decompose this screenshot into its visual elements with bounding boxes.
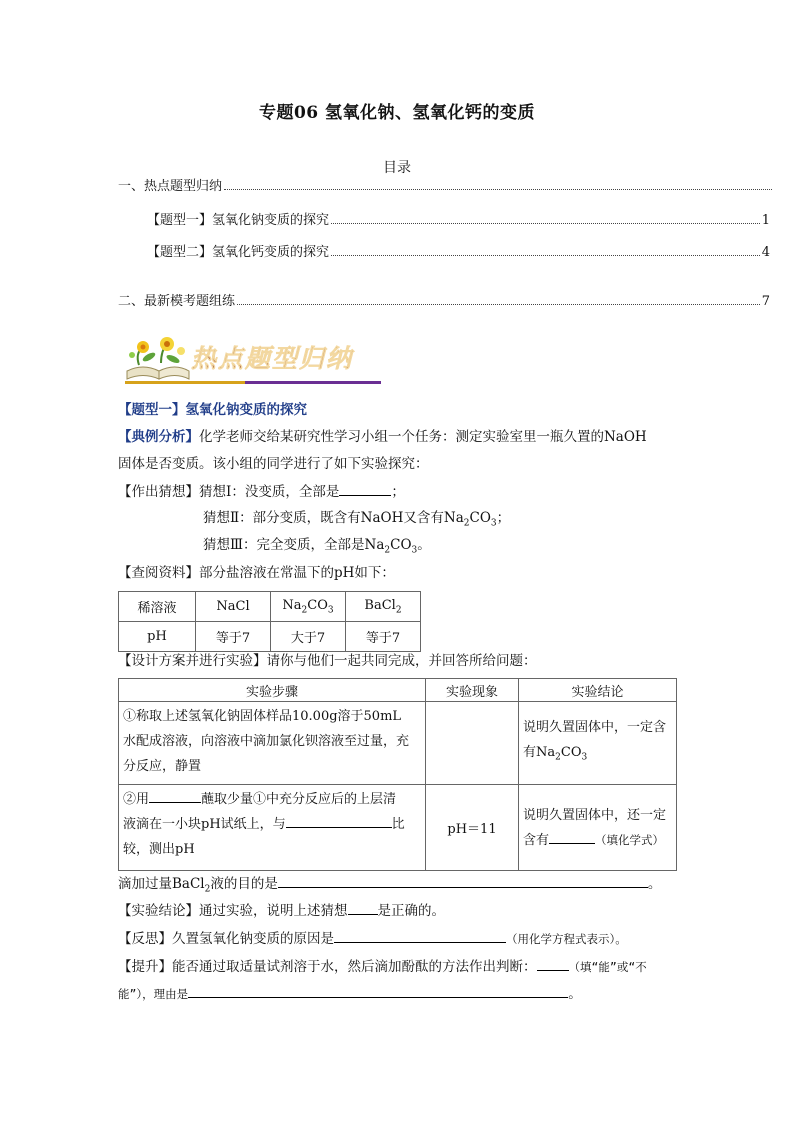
tool-blank[interactable] — [149, 788, 201, 803]
exp-row2-conclusion: 说明久置固体中，还一定 含有 （填化学式） — [519, 785, 677, 871]
exp-row2-phenomenon: pH＝11 — [426, 785, 519, 871]
guess-1: 猜想Ⅰ：没变质，全部是 — [199, 484, 340, 500]
improve-blank[interactable] — [537, 956, 569, 971]
guess-1-blank[interactable] — [339, 481, 391, 496]
improve-line-2: 能”），理由是 。 — [118, 983, 582, 1004]
exp-row1-conclusion: 说明久置固体中，一定含 有$Na_2CO_3$ — [519, 702, 677, 785]
guess-tag: 【作出猜想】 — [118, 484, 199, 500]
example-line-2: 固体是否变质。该小组的同学进行了如下实验探究： — [118, 456, 429, 472]
ph-table-cell: NaCl — [196, 592, 271, 622]
ph-table-cell: 大于7 — [271, 622, 346, 652]
toc-item[interactable] — [118, 176, 774, 194]
guess-line-1: 【作出猜想】猜想Ⅰ：没变质，全部是 ； — [118, 481, 405, 502]
improve-tag: 【提升】 — [118, 959, 172, 975]
toc-item-page: 1 — [761, 213, 770, 228]
exp-row1-step: ①称取上述氢氧化钠固体样品10.00g溶于50mL 水配成溶液，向溶液中滴加氯化钡溶液至过量，充 分反应，静置 — [119, 702, 426, 785]
toc-item-label: 【题型二】氢氧化钙变质的探究 — [147, 245, 330, 260]
ph-table-cell: $Na_2CO_3$ — [271, 592, 346, 622]
reason-blank[interactable] — [188, 983, 568, 998]
formula-blank[interactable] — [549, 829, 595, 844]
toc-item[interactable] — [147, 242, 770, 260]
example-text: 化学老师交给某研究性学习小组一个任务：测定实验室里一瓶久置的NaOH — [199, 429, 647, 445]
exp-header-steps: 实验步骤 — [119, 679, 426, 702]
toc-leader — [224, 189, 772, 190]
conclusion-line: 【实验结论】通过实验，说明上述猜想 是正确的。 — [118, 900, 445, 921]
guess-line-2: 猜想Ⅱ：部分变质，既含有NaOH又含有$Na_2CO_3$； — [203, 510, 511, 529]
exp-header-phenomenon: 实验现象 — [426, 679, 519, 702]
exp-header-conclusion: 实验结论 — [519, 679, 677, 702]
example-tag: 【典例分析】 — [118, 429, 199, 445]
toc-item-label: 二、最新模考题组练 — [118, 294, 236, 309]
toc-leader — [331, 223, 760, 224]
toc-item-label: 【题型一】氢氧化钠变质的探究 — [147, 213, 330, 228]
example-line-1 — [118, 427, 647, 447]
purpose-line: 滴加过量BaCl$_2$液的目的是 。 — [118, 873, 661, 900]
design-tag: 【设计方案并进行实验】 — [118, 653, 267, 669]
purpose-blank[interactable] — [278, 873, 648, 888]
design-line: 【设计方案并进行实验】请你与他们一起共同完成，并回答所给问题： — [118, 653, 537, 669]
toc-item-page: 7 — [761, 294, 770, 309]
reflect-blank[interactable] — [334, 928, 506, 943]
toc-leader — [331, 255, 760, 256]
guess-line-3: 猜想Ⅲ：完全变质，全部是$Na_2CO_3$。 — [203, 537, 431, 556]
banner-title: 热点题型归纳 — [191, 344, 354, 373]
compare-blank[interactable] — [286, 813, 392, 828]
exp-row1-phenomenon — [426, 702, 519, 785]
reflect-tag: 【反思】 — [118, 931, 172, 947]
toc-leader — [237, 304, 760, 305]
ph-table-cell: BaCl$_2$ — [346, 592, 421, 622]
ph-table-cell: 等于7 — [196, 622, 271, 652]
conclusion-blank[interactable] — [348, 900, 378, 915]
toc-heading: 目录 — [383, 160, 411, 176]
reflect-line: 【反思】久置氢氧化钠变质的原因是 （用化学方程式表示）。 — [118, 928, 627, 949]
ph-table-cell: pH — [119, 622, 196, 652]
type-heading: 【题型一】氢氧化钠变质的探究 — [118, 402, 307, 418]
toc-item-page: 4 — [761, 245, 770, 260]
document-title: 专题06 氢氧化钠、氢氧化钙的变质 — [258, 103, 536, 123]
exp-row2-step: ②用 蘸取少量①中充分反应后的上层清 液滴在一小块pH试纸上，与 比 较，测出pH — [119, 785, 426, 871]
ph-table-cell: 稀溶液 — [119, 592, 196, 622]
toc-item[interactable] — [118, 291, 770, 309]
lookup-tag: 【查阅资料】 — [118, 565, 199, 581]
guess-2: 猜想Ⅱ：部分变质，既含有NaOH又含有Na — [203, 510, 464, 526]
section-banner — [121, 335, 383, 385]
experiment-table — [118, 678, 677, 871]
lookup-line: 【查阅资料】部分盐溶液在常温下的pH如下： — [118, 565, 395, 581]
improve-line-1: 【提升】能否通过取适量试剂溶于水，然后滴加酚酞的方法作出判断： （填“能”或“不 — [118, 956, 647, 977]
toc-item[interactable] — [147, 210, 770, 228]
guess-3: 猜想Ⅲ：完全变质，全部是Na — [203, 537, 385, 553]
ph-table-cell: 等于7 — [346, 622, 421, 652]
toc-item-label: 一、热点题型归纳 — [118, 179, 223, 194]
ph-table — [118, 591, 421, 652]
conclusion-tag: 【实验结论】 — [118, 903, 199, 919]
